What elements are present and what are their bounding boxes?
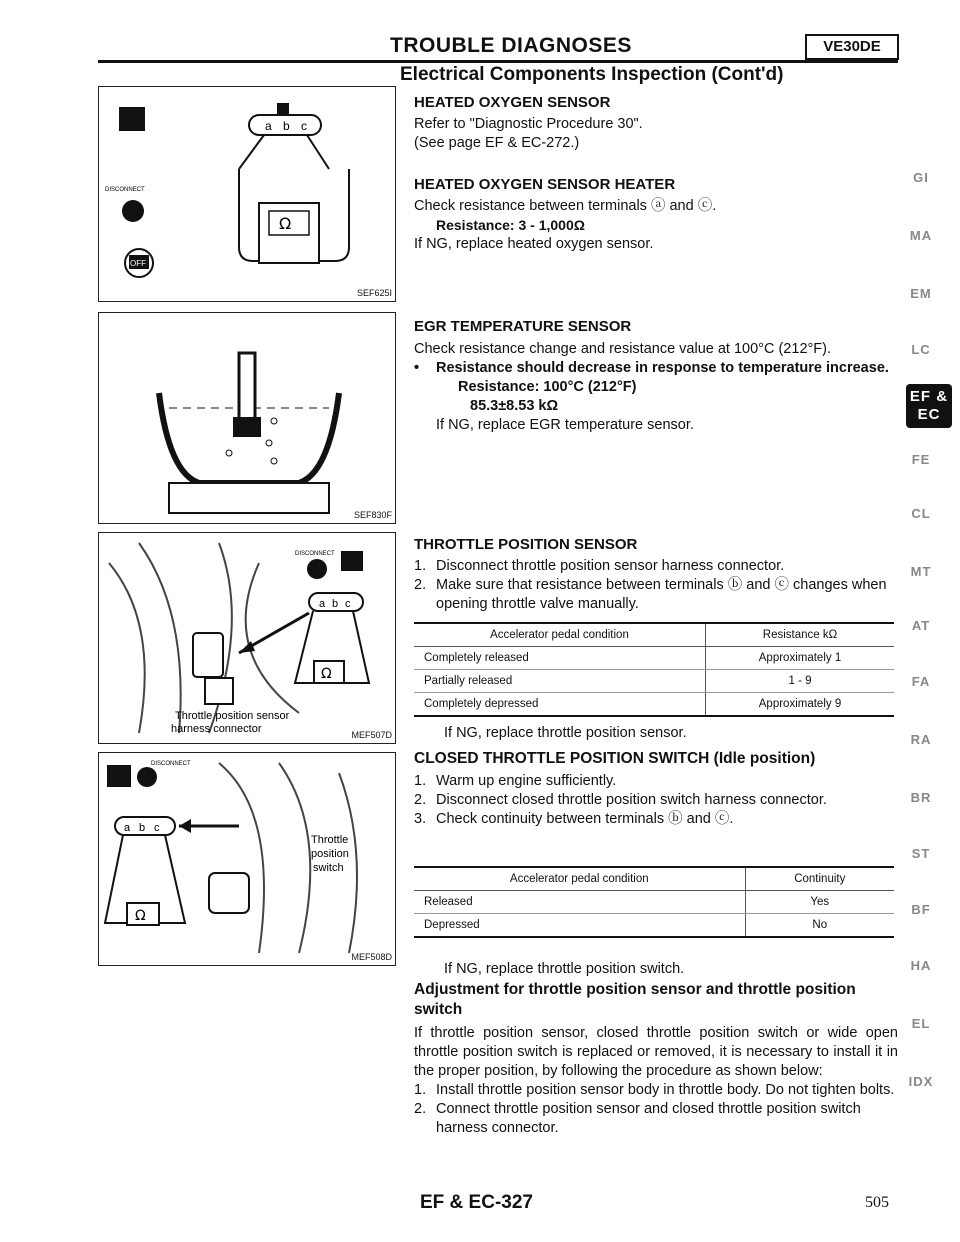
- section-heated-o2-heater: [414, 176, 894, 254]
- body-text: If NG, replace throttle position switch.: [444, 961, 685, 977]
- body-text: If NG, replace throttle position sensor.: [444, 725, 687, 741]
- ohmmeter-diagram: [99, 87, 395, 301]
- bullet-item: [414, 359, 898, 378]
- table-cell: 1 - 9: [706, 670, 895, 693]
- body-text: Refer to "Diagnostic Procedure 30".: [414, 116, 643, 132]
- table-cell: Partially released: [414, 670, 706, 693]
- figure-egr-temp-sensor: [98, 312, 396, 524]
- step-item: 2. Disconnect closed throttle position switch harness connector.: [414, 792, 827, 808]
- figure-label: b: [139, 822, 146, 834]
- table-cell: Completely released: [414, 647, 706, 670]
- sidebar-tab-fa[interactable]: FA: [911, 674, 931, 689]
- section-heading: HEATED OXYGEN SENSOR HEATER: [414, 176, 676, 193]
- header-rule: [98, 60, 898, 63]
- figure-closed-throttle-switch: [98, 752, 396, 966]
- sidebar-tab-lc[interactable]: LC: [911, 342, 931, 357]
- bullet-text: Resistance should decrease in response to temperature increase.: [436, 360, 889, 376]
- section-ctps: [414, 750, 898, 829]
- body-text: (See page EF & EC-272.): [414, 135, 580, 151]
- figure-label: harness connector: [171, 723, 262, 735]
- sidebar-tab-gi[interactable]: GI: [913, 170, 929, 185]
- figure-label: b: [332, 598, 339, 610]
- sidebar-tab-mt[interactable]: MT: [910, 564, 932, 579]
- table-row: [414, 891, 894, 914]
- step-item: 1. Warm up engine sufficiently.: [414, 773, 617, 789]
- step-item: 2. Make sure that resistance between terminals ⓑ and ⓒ changes when opening throttle valve manually.: [414, 577, 887, 612]
- ctps-continuity-table: [414, 866, 894, 938]
- section-heading: THROTTLE POSITION SENSOR: [414, 536, 638, 553]
- table-cell: Released: [414, 891, 745, 914]
- table-header: Continuity: [745, 867, 894, 891]
- sidebar-tab-bf[interactable]: BF: [911, 902, 931, 917]
- table-cell: Approximately 9: [706, 693, 895, 717]
- table-cell: No: [745, 914, 894, 938]
- figure-label: c: [154, 822, 160, 834]
- sidebar-tab-st[interactable]: ST: [911, 846, 931, 861]
- figure-label: OFF: [130, 259, 146, 268]
- body-text: If NG, replace heated oxygen sensor.: [414, 236, 654, 252]
- sidebar-tab-at[interactable]: AT: [911, 618, 931, 633]
- figure-code: MEF508D: [351, 952, 392, 962]
- sidebar-tab-fe[interactable]: FE: [911, 452, 931, 467]
- table-header: Resistance kΩ: [706, 623, 895, 647]
- step-item: 1. Install throttle position sensor body in throttle body. Do not tighten bolts.: [414, 1082, 895, 1098]
- section-heated-o2-sensor: [414, 94, 894, 153]
- engine-badge: VE30DE: [805, 34, 899, 60]
- section-egr-temp-sensor: [414, 318, 898, 435]
- table-header: Accelerator pedal condition: [414, 867, 745, 891]
- sidebar-tab-ra[interactable]: RA: [910, 732, 932, 747]
- section-tps: [414, 536, 898, 614]
- figure-label: c: [345, 598, 351, 610]
- body-text: If throttle position sensor, closed throttle position switch or wide open throttle position switch is replaced or removed, it is necessary to install it in the proper position, by following the procedure as shown below:: [414, 1025, 898, 1079]
- water-bath-diagram: [99, 313, 395, 523]
- body-text: Check resistance change and resistance value at 100°C (212°F).: [414, 341, 832, 357]
- figure-label: c: [301, 119, 307, 133]
- sidebar-tab-idx[interactable]: IDX: [908, 1074, 934, 1089]
- figure-label: a: [319, 598, 326, 610]
- spec-value: 85.3±8.53 kΩ: [470, 398, 559, 414]
- step-item: 1. Disconnect throttle position sensor harness connector.: [414, 558, 785, 574]
- section-title: Electrical Components Inspection (Cont'd): [400, 64, 784, 85]
- figure-label: switch: [313, 862, 344, 874]
- figure-label: Throttle: [311, 834, 349, 846]
- table-cell: Completely depressed: [414, 693, 706, 717]
- ctps-connector-diagram: [99, 753, 395, 965]
- section-heading: HEATED OXYGEN SENSOR: [414, 94, 611, 111]
- figure-code: MEF507D: [351, 730, 392, 740]
- sidebar-tab-ha[interactable]: HA: [910, 958, 932, 973]
- sidebar-tab-ma[interactable]: MA: [909, 228, 933, 243]
- table-cell: Approximately 1: [706, 647, 895, 670]
- body-text: If NG, replace EGR temperature sensor.: [436, 417, 694, 433]
- section-heading: EGR TEMPERATURE SENSOR: [414, 318, 632, 335]
- section-heading: Adjustment for throttle position sensor and throttle position switch: [414, 981, 856, 1018]
- figure-label: Throttle position sensor: [175, 710, 290, 722]
- figure-label: DISCONNECT: [151, 761, 191, 767]
- tps-connector-diagram: [99, 533, 395, 743]
- figure-throttle-position-sensor: [98, 532, 396, 744]
- figure-code: SEF625I: [356, 288, 392, 298]
- table-row: [414, 914, 894, 938]
- table-row: [414, 670, 894, 693]
- page-header-title: TROUBLE DIAGNOSES: [390, 34, 632, 57]
- sidebar-tab-el[interactable]: EL: [911, 1016, 931, 1031]
- sidebar-tab-br[interactable]: BR: [910, 790, 932, 805]
- step-item: 3. Check continuity between terminals ⓑ and ⓒ.: [414, 811, 734, 827]
- sidebar-tab-em[interactable]: EM: [910, 286, 932, 301]
- footer-section-code: EF & EC-327: [420, 1192, 533, 1213]
- table-row: [414, 647, 894, 670]
- footer-page-number: 505: [865, 1194, 889, 1211]
- figure-label: Ω: [135, 908, 146, 924]
- spec-label: Resistance: 100°C (212°F): [458, 379, 637, 395]
- figure-label: b: [283, 119, 290, 133]
- figure-label: Ω: [279, 214, 292, 233]
- sidebar-tab-ef-ec[interactable]: EF & EC: [906, 384, 952, 428]
- body-text: Check resistance between terminals ⓐ and ⓒ.: [414, 198, 717, 214]
- table-cell: Depressed: [414, 914, 745, 938]
- figure-label: a: [265, 119, 272, 133]
- figure-label: a: [124, 822, 131, 834]
- table-row: [414, 693, 894, 717]
- figure-label: DISCONNECT: [295, 551, 335, 557]
- table-cell: Yes: [745, 891, 894, 914]
- tps-resistance-table: [414, 622, 894, 717]
- figure-code: SEF830F: [353, 510, 392, 520]
- table-header: Accelerator pedal condition: [414, 623, 706, 647]
- figure-label: position: [311, 848, 349, 860]
- figure-heated-o2-heater: [98, 86, 396, 302]
- figure-label: Ω: [321, 666, 332, 682]
- sidebar-tab-cl[interactable]: CL: [911, 506, 931, 521]
- section-heading: CLOSED THROTTLE POSITION SWITCH (Idle position): [414, 750, 816, 767]
- spec-value: Resistance: 3 - 1,000Ω: [436, 217, 585, 233]
- section-adjustment: [414, 980, 898, 1138]
- bullet-icon: •: [414, 360, 420, 376]
- figure-label: DISCONNECT: [105, 187, 145, 193]
- step-item: 2. Connect throttle position sensor and closed throttle position switch harness connector.: [414, 1101, 861, 1136]
